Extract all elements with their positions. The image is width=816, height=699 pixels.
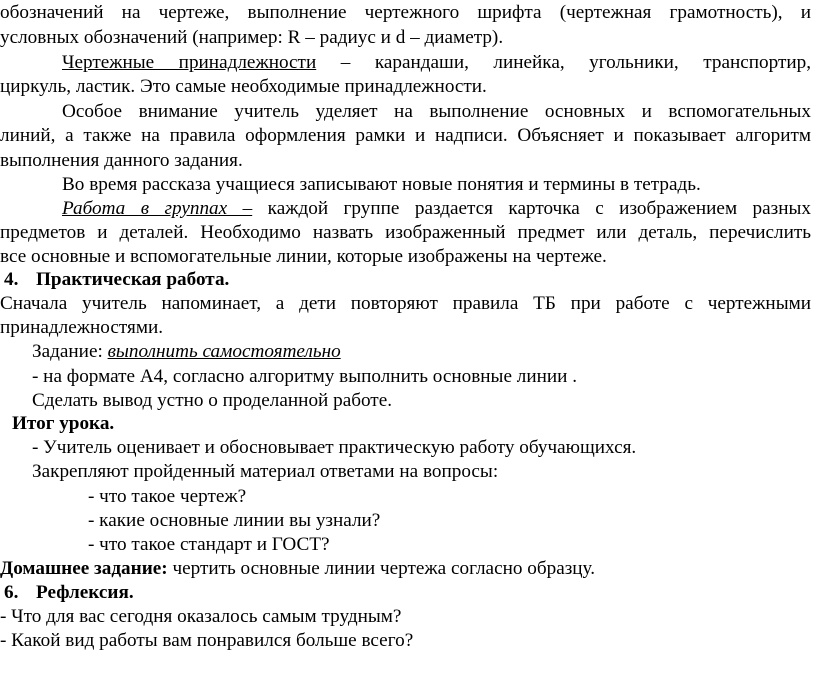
homework-label: Домашнее задание: bbox=[0, 558, 168, 579]
task-instruction: - на формате А4, согласно алгоритму выполнить основные линии . bbox=[32, 366, 577, 387]
p6-line2: принадлежностями. bbox=[0, 317, 164, 338]
p2-line2: циркуль, ластик. Это самые необходимые принадлежности. bbox=[0, 76, 487, 97]
task-line bbox=[32, 341, 341, 363]
p3-line1: Особое внимание учитель уделяет на выполнение основных и вспомогательных bbox=[62, 101, 811, 122]
section4-title: Практическая работа. bbox=[36, 269, 230, 290]
p2-line1 bbox=[62, 52, 811, 74]
conclusion-line: Сделать вывод устно о проделанной работе. bbox=[32, 390, 393, 411]
summary-line2: Закрепляют пройденный материал ответами на вопросы: bbox=[32, 461, 499, 482]
question-item: - что такое стандарт и ГОСТ? bbox=[88, 534, 330, 555]
question-item: - что такое чертеж? bbox=[88, 486, 247, 507]
p1-line1: обозначений на чертеже, выполнение чертежного шрифта (чертежная грамотность), и bbox=[0, 2, 811, 23]
p3-line2: линий, а также на правила оформления рамки и надписи. Объясняет и показывает алгоритм bbox=[0, 125, 811, 146]
task-value: выполнить самостоятельно bbox=[107, 341, 341, 362]
p2-term: Чертежные принадлежности bbox=[62, 52, 317, 73]
question-item: - какие основные линии вы узнали? bbox=[88, 510, 381, 531]
section4-number: 4. bbox=[4, 269, 19, 290]
p2-line1-rest: – карандаши, линейка, угольники, транспортир, bbox=[316, 52, 811, 73]
section6-number: 6. bbox=[4, 582, 19, 603]
p5-line2: предметов и деталей. Необходимо назвать изображенный предмет или деталь, перечислить bbox=[0, 222, 811, 243]
summary-line1: - Учитель оценивает и обосновывает практическую работу обучающихся. bbox=[32, 437, 637, 458]
p5-line3: все основные и вспомогательные линии, которые изображены на чертеже. bbox=[0, 246, 607, 267]
task-label: Задание: bbox=[32, 341, 108, 362]
reflection-item: - Какой вид работы вам понравился больше всего? bbox=[0, 630, 414, 651]
p5-line1 bbox=[62, 198, 811, 220]
homework-line bbox=[0, 558, 595, 580]
p4-line1: Во время рассказа учащиеся записывают новые понятия и термины в тетрадь. bbox=[62, 174, 701, 195]
p3-line3: выполнения данного задания. bbox=[0, 150, 243, 171]
homework-text: чертить основные линии чертежа согласно образцу. bbox=[167, 558, 596, 579]
section6-title: Рефлексия. bbox=[36, 582, 134, 603]
p5-line1-rest: каждой группе раздается карточка с изображением разных bbox=[252, 198, 811, 219]
p5-term: Работа в группах – bbox=[62, 198, 253, 219]
p6-line1: Сначала учитель напоминает, а дети повторяют правила ТБ при работе с чертежными bbox=[0, 293, 811, 314]
reflection-item: - Что для вас сегодня оказалось самым трудным? bbox=[0, 606, 402, 627]
summary-title: Итог урока. bbox=[12, 413, 115, 434]
p1-line2: условных обозначений (например: R – радиус и d – диаметр). bbox=[0, 27, 504, 48]
